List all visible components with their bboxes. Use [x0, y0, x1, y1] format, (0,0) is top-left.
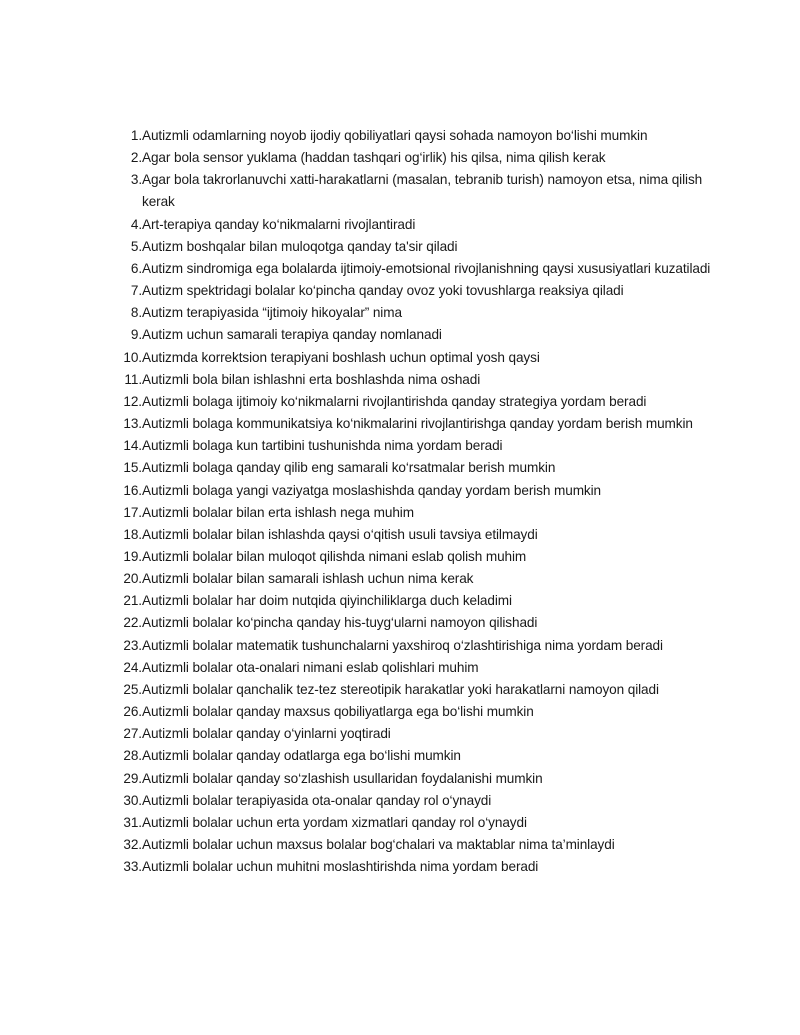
list-item-text: Autizmda korrektsion terapiyani boshlash uchun optimal yosh qaysi — [142, 349, 540, 365]
list-item — [112, 812, 712, 834]
list-item — [112, 568, 712, 590]
list-item — [112, 723, 712, 745]
question-list — [112, 125, 712, 878]
list-item — [112, 856, 712, 878]
list-item-text: Autizmli bolalar uchun muhitni moslashtirishda nima yordam beradi — [142, 859, 539, 875]
list-item-number: 28. — [123, 748, 142, 764]
list-item-number: 9. — [130, 327, 142, 343]
list-item — [112, 590, 712, 612]
list-item-number: 18. — [123, 526, 142, 542]
list-item-text: Autizmli bolalar qanday maxsus qobiliyatlarga ega bo‘lishi mumkin — [142, 704, 534, 720]
list-item — [112, 502, 712, 524]
list-item-text: Agar bola sensor yuklama (haddan tashqari og‘irlik) his qilsa, nima qilish kerak — [142, 150, 606, 166]
list-item-text: Autizmli bolaga kommunikatsiya ko‘nikmalarini rivojlantirishga qanday yordam berish mumkin — [142, 416, 693, 432]
list-item-text: Autizm terapiyasida “ijtimoiy hikoyalar” nima — [142, 305, 402, 321]
list-item — [112, 546, 712, 568]
list-item-text: Autizm sindromiga ega bolalarda ijtimoiy-emotsional rivojlanishning qaysi xususiyatlari kuzatiladi — [142, 260, 711, 276]
list-item — [112, 679, 712, 701]
list-item-number: 25. — [123, 681, 142, 697]
list-item-text: Autizmli bolalar qanday so‘zlashish usullaridan foydalanishi mumkin — [142, 770, 543, 786]
list-item-text: Autizmli bolaga ijtimoiy ko‘nikmalarni rivojlantirishda qanday strategiya yordam beradi — [142, 393, 647, 409]
list-item-number: 21. — [123, 593, 142, 609]
list-item-number: 27. — [123, 726, 142, 742]
list-item — [112, 369, 712, 391]
list-item-text: Autizmli bolalar terapiyasida ota-onalar qanday rol o‘ynaydi — [142, 792, 492, 808]
list-item-number: 33. — [123, 859, 142, 875]
list-item-number: 24. — [123, 659, 142, 675]
list-item-text: Autizmli bolaga qanday qilib eng samarali ko‘rsatmalar berish mumkin — [142, 460, 556, 476]
list-item-text: Autizmli bolalar ko‘pincha qanday his-tuyg‘ularni namoyon qilishadi — [142, 615, 538, 631]
list-item-text: Autizmli bolaga yangi vaziyatga moslashishda qanday yordam berish mumkin — [142, 482, 601, 498]
list-item-number: 10. — [123, 349, 142, 365]
list-item — [112, 214, 712, 236]
list-item-number: 1. — [130, 128, 142, 143]
list-item — [112, 701, 712, 723]
list-item-number: 7. — [130, 283, 142, 299]
list-item-number: 8. — [130, 305, 142, 321]
list-item-text: Autizmli bolalar bilan ishlashda qaysi o‘qitish usuli tavsiya etilmaydi — [142, 526, 538, 542]
list-item — [112, 413, 712, 435]
list-item — [112, 745, 712, 767]
list-item-text: Autizmli bolalar qanday o‘yinlarni yoqtiradi — [142, 726, 391, 742]
list-item — [112, 236, 712, 258]
list-item-text: Autizm spektridagi bolalar ko‘pincha qanday ovoz yoki tovushlarga reaksiya qiladi — [142, 283, 624, 299]
list-item — [112, 635, 712, 657]
list-item — [112, 125, 712, 147]
list-item-number: 14. — [123, 438, 142, 454]
list-item-text: Autizmli bolalar uchun maxsus bolalar bog‘chalari va maktablar nima ta’minlaydi — [142, 837, 615, 852]
list-item — [112, 657, 712, 679]
list-item-number: 19. — [123, 548, 142, 564]
list-item-text: Autizmli odamlarning noyob ijodiy qobiliyatlari qaysi sohada namoyon bo‘lishi mumkin — [142, 128, 648, 143]
list-item — [112, 457, 712, 479]
list-item-number: 13. — [123, 416, 142, 432]
list-item-text: Autizm boshqalar bilan muloqotga qanday ta'sir qiladi — [142, 238, 458, 254]
list-item-text: Autizmli bolaga kun tartibini tushunishda nima yordam beradi — [142, 438, 503, 454]
list-item — [112, 612, 712, 634]
list-item-text: Autizmli bolalar ota-onalari nimani eslab qolishlari muhim — [142, 659, 479, 675]
list-item — [112, 258, 712, 280]
list-item-number: 32. — [123, 837, 142, 852]
list-item-number: 16. — [123, 482, 142, 498]
list-item-text: Art-terapiya qanday ko‘nikmalarni rivojlantiradi — [142, 216, 416, 232]
list-item-number: 5. — [130, 238, 142, 254]
list-item — [112, 169, 712, 213]
list-item — [112, 524, 712, 546]
list-item-number: 26. — [123, 704, 142, 720]
list-item-number: 6. — [130, 260, 142, 276]
list-item-number: 3. — [130, 172, 142, 188]
list-item — [112, 302, 712, 324]
list-item — [112, 480, 712, 502]
list-item-text: Autizmli bolalar qanday odatlarga ega bo‘lishi mumkin — [142, 748, 461, 764]
list-item-text: Autizmli bolalar har doim nutqida qiyinchiliklarga duch keladimi — [142, 593, 512, 609]
list-item-text: Autizmli bolalar qanchalik tez-tez stereotipik harakatlar yoki harakatlarni namoyon qiladi — [142, 681, 659, 697]
list-item-number: 22. — [123, 615, 142, 631]
list-item-number: 12. — [123, 393, 142, 409]
list-item-text: Agar bola takrorlanuvchi xatti-harakatlarni (masalan, tebranib turish) namoyon etsa, nima qilish kerak — [142, 172, 703, 210]
list-item-number: 20. — [123, 571, 142, 587]
list-item — [112, 435, 712, 457]
list-item-number: 29. — [123, 770, 142, 786]
list-item — [112, 347, 712, 369]
list-item-text: Autizmli bolalar bilan samarali ishlash uchun nima kerak — [142, 571, 474, 587]
list-item — [112, 147, 712, 169]
list-item-number: 30. — [123, 792, 142, 808]
list-item-number: 4. — [130, 216, 142, 232]
list-item-number: 15. — [123, 460, 142, 476]
list-item-number: 2. — [130, 150, 142, 166]
list-item-number: 31. — [123, 814, 142, 830]
list-item — [112, 391, 712, 413]
list-item-text: Autizmli bolalar bilan muloqot qilishda nimani eslab qolish muhim — [142, 548, 527, 564]
list-item-text: Autizm uchun samarali terapiya qanday nomlanadi — [142, 327, 442, 343]
list-item — [112, 324, 712, 346]
list-item — [112, 768, 712, 790]
list-item-text: Autizmli bolalar matematik tushunchalarni yaxshiroq o‘zlashtirishiga nima yordam beradi — [142, 637, 663, 653]
list-item-text: Autizmli bolalar uchun erta yordam xizmatlari qanday rol o‘ynaydi — [142, 814, 527, 830]
list-item-number: 23. — [123, 637, 142, 653]
list-item — [112, 834, 712, 856]
list-item-number: 17. — [123, 504, 142, 520]
list-item — [112, 790, 712, 812]
list-item-text: Autizmli bolalar bilan erta ishlash nega muhim — [142, 504, 414, 520]
list-item-number: 11. — [124, 371, 142, 387]
list-item-text: Autizmli bola bilan ishlashni erta boshlashda nima oshadi — [142, 371, 481, 387]
list-item — [112, 280, 712, 302]
